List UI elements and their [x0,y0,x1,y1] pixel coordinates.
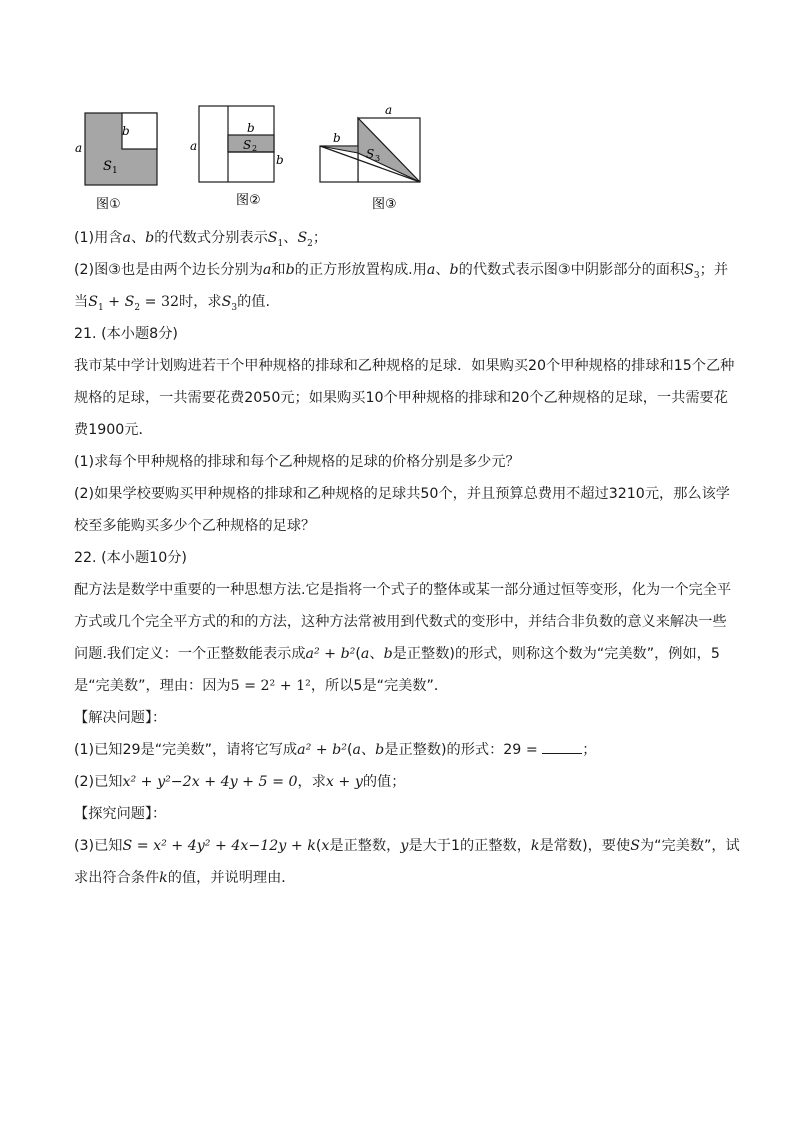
text: 的正方形放置构成.用 [294,262,427,278]
fig2-label-s: S [243,138,252,152]
sep: 、 [360,742,376,758]
fig2-label-s-sub: 2 [252,144,258,153]
fig2-label-b-right: b [276,153,284,167]
q20-part2-line1 [74,254,734,286]
var-k: k [159,870,168,886]
sep: 、 [435,262,450,278]
fig1-label-s: S [103,159,112,174]
fig1-label-a: a [75,141,83,155]
text: 是“完美数”，理由：因为 [74,678,231,694]
text: 是大于1的正整数， [408,838,531,854]
q22-line1: 配方法是数学中重要的一种思想方法.它是指将一个式子的整体或某一部分通过恒等变形，化为一个完全平 [74,582,732,598]
op-plus: + [103,294,125,310]
var-a: a [262,262,272,278]
fig3-label-s: S [366,147,375,161]
text: 求出符合条件 [74,870,160,886]
q21-body-line1: 我市某中学计划购进若干个甲种规格的排球和乙种规格的足球．如果购买20个甲种规格的排球和15个乙种 [74,358,735,374]
q21-part1: (1)求每个甲种规格的排球和每个乙种规格的足球的价格分别是多少元？ [74,454,520,470]
var-b: b [375,742,385,758]
var-s2: S [124,294,135,310]
text: ( [346,742,353,758]
text: ； [582,742,597,758]
text: 和 [271,262,286,278]
q20-p1-pre: (1)用含 [74,230,123,246]
q21-heading: 21. (本小题8分) [74,326,178,342]
figure-3 [320,103,420,212]
sub-2: 2 [307,238,313,249]
var-s1: S [88,294,98,310]
var-a: a [426,262,436,278]
q21-body-line3: 费1900元． [74,422,153,438]
text: (1)已知29是“完美数”，请将它写成 [74,742,298,758]
text: 的值； [362,774,406,790]
var-a: a [360,646,370,662]
q22-explore-line2 [74,862,734,894]
fig1-label-b: b [122,124,130,138]
q20-part1 [74,222,734,254]
fig3-label-b: b [333,131,341,145]
q22-solve-part2 [74,766,734,798]
text: 是正整数)的形式：29 = [384,742,538,758]
fig2-caption: 图② [236,193,261,208]
expr-equation: x² + y²−2x + 4y + 5 = 0 [122,774,298,790]
fig3-label-a: a [385,103,393,117]
expr-a2-b2: a² + b² [297,742,347,758]
text: ，所以5是“完美数”． [310,678,449,694]
fig1-label-s-sub: 1 [112,166,118,176]
fig2-label-a: a [190,139,198,153]
q21-body-line2: 规格的足球，一共需要花费2050元；如果购买10个甲种规格的排球和20个乙种规格的足球，一共需要花 [74,390,728,406]
q22-line2: 方式或几个完全平方式的和的方法，这种方法常被用到代数式的变形中，并结合非负数的意义来解决一些 [74,614,727,630]
sep: 、 [369,646,384,662]
sep: 、 [130,230,146,246]
q21-part2-line1: (2)如果学校要购买甲种规格的排球和乙种规格的足球共50个，并且预算总费用不超过3210元，那么该学 [74,486,730,502]
var-b: b [383,646,393,662]
var-S: S [630,838,640,854]
sub-3: 3 [693,270,700,281]
var-b: b [145,230,155,246]
expr-a2-b2: a² + b² [305,646,356,662]
question-content [74,222,740,894]
q22-line4 [74,670,734,702]
sub-1: 1 [277,238,284,249]
q20-p1-mid: 的代数式分别表示 [154,230,268,246]
var-b: b [449,262,459,278]
var-b: b [285,262,295,278]
text: 问题.我们定义：一个正整数能表示成 [74,646,306,662]
text: (2)图③也是由两个边长分别为 [74,262,263,278]
q22-solve-heading: 【解决问题】： [74,710,167,726]
q22-explore-line1 [74,830,740,862]
text: 的值. [237,294,270,310]
text: (3)已知 [74,838,123,854]
text: ，求 [297,774,326,790]
q22-heading: 22. (本小题10分) [74,550,187,566]
text: 是正整数， [329,838,401,854]
var-s3: S [684,262,694,278]
q20-p1-end: ； [312,230,328,246]
var-k: k [530,838,540,854]
var-y: y [400,838,409,854]
q22-explore-heading: 【探究问题】： [74,806,167,822]
fig2-label-b-top: b [247,121,255,135]
text: 的代数式表示图③中阴影部分的面积 [458,262,685,278]
sep: 、 [283,230,298,246]
text: ( [315,838,322,854]
expr-x-plus-y: x + y [325,774,363,790]
sub-1: 1 [97,302,104,313]
fig1-caption: 图① [96,197,121,212]
eq-32: = 32 [140,294,180,310]
answer-blank[interactable] [542,739,582,754]
fig3-caption: 图③ [372,197,397,212]
figure-2 [190,106,284,208]
var-s3: S [221,294,232,310]
fig3-label-s-sub: 3 [375,154,381,163]
text: 为“完美数”，试 [639,838,740,854]
q20-part2-line2 [74,286,734,318]
var-a: a [122,230,131,246]
var-x: x [321,838,330,854]
text: 是正整数)的形式，则称这个数为“完美数”，例如，5 [392,646,720,662]
sub-2: 2 [134,302,141,313]
text: ( [355,646,361,662]
expr-5: 5 = 2² + 1² [230,678,311,694]
q21-part2-line2: 校至多能购买多少个乙种规格的足球？ [74,518,316,534]
var-s1: S [267,230,278,246]
q22-line3 [74,638,734,670]
figure-1 [75,113,157,212]
q22-solve-part1 [74,734,734,766]
text: 时，求 [179,294,222,310]
text: 是常数)，要使 [539,838,631,854]
var-a: a [352,742,361,758]
geometry-figures [70,100,440,220]
text: 当 [74,294,89,310]
expr-S: S = x² + 4y² + 4x−12y + k [122,838,316,854]
sub-3: 3 [231,302,238,313]
text: ；并 [699,262,729,278]
text: (2)已知 [74,774,123,790]
figure-row [70,100,440,220]
text: 的值，并说明理由． [167,870,296,886]
var-s2: S [297,230,308,246]
